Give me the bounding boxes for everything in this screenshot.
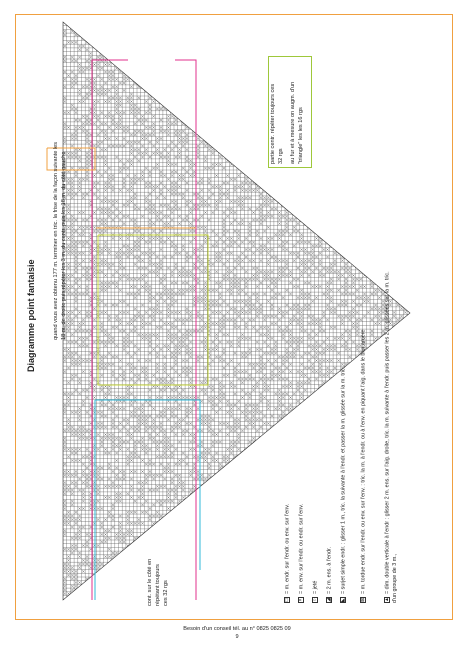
triangle-up-icon: ▲ [384,597,390,602]
note-right-line-1: partie centr. répéter toujours ces [270,83,276,164]
empty-square-icon: □ [284,598,290,602]
legend-text: = dim. double verticale à l'endr : glisser 2 m. ens. sur l'aig. droite, tric. la m. suivante à l'endr. puis passer les 2 m. glissées sur la m. tric. [384,271,391,594]
note-right-line-4: "triangle" les les 16 rgs [298,107,304,164]
legend-item-twisted [360,330,367,603]
legend-text: = m. endr. sur l'endr. ou env. sur l'env. [284,503,291,594]
legend-item-yarn-over [312,581,319,603]
legend-text: = 2 m. ens. à l'endr. [326,546,333,594]
chart-outline [63,22,410,600]
note-right-line-2: 32 rgs [278,148,284,164]
right-slant-icon: ◢ [326,598,332,602]
legend-item-double-dec [384,271,391,603]
note-left-line-2: répétant toujours [155,564,161,606]
legend-text: = m. tordue endr. sur l'endr. ou env. sur l'env. : tric. la m. à l'endr. ou à l'env. en piquant l'aig. dans le brin arrière [360,329,367,594]
legend-item-ssk [340,367,347,603]
magenta-bracket-right [175,60,196,68]
instruction-line-1: quand vous avez obtenu 177 m. terminer en tric. la frise de la façon suivante les [53,141,59,340]
diagram-title: Diagramme point fantaisie [26,259,36,372]
legend-item-double-dec-cont [392,554,399,603]
legend-item-knit [284,504,291,603]
cyan-region [95,400,200,570]
legend-text: d'un groupe de 3 m., [392,553,398,603]
circle-square-icon: ○ [312,598,318,602]
cross-square-icon: × [298,598,304,602]
legend-text: = m. env. sur l'endr. ou endr. sur l'env. [298,503,305,594]
twisted-stitch-icon: ⊠ [360,597,366,602]
footer-page-number: 9 [235,634,239,640]
note-right-line-3: au fur et à mesure on augm. d'un [290,81,296,164]
chart-grid [63,22,410,602]
note-left-line-3: ces 32 rgs [163,580,169,606]
legend-text: = surjet simple endr. : glisser 1 m., tric. la suivante à l'endr. et passer la m. glissée sur la m. tric. [340,366,347,594]
legend-text: = jeté [312,580,319,594]
legend-item-k2tog [326,547,333,603]
legend-item-purl [298,504,305,603]
footer-phone: Besoin d'un conseil tél. au n° 0825 0825 09 [183,626,291,632]
instruction-line-2: 18 m. de droite puis répéter les 3 m. du centr. puis les 18 m. du côté gauche [61,151,67,340]
note-left-line-1: cont. sur le côté en [147,558,153,606]
left-slant-icon: ◣ [340,598,346,602]
